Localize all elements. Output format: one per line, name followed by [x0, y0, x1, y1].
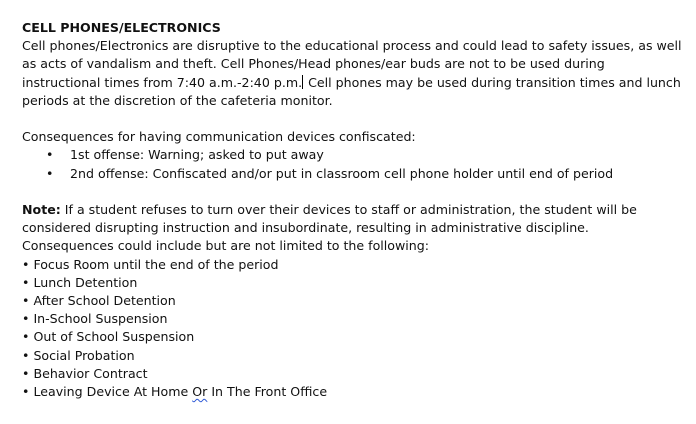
- document-body[interactable]: [22, 19, 682, 401]
- discipline-list-item: [22, 328, 672, 346]
- paragraph-text: instructional times from 7:40 a.m.-2:40 p.m.: [22, 74, 303, 90]
- discipline-list-item: [22, 383, 672, 401]
- discipline-list-item: [22, 310, 672, 328]
- note-text: If a student refuses to turn over their devices to staff or administration, the student will be: [60, 202, 637, 217]
- consequences-intro: Consequences for having communication devices confiscated:: [22, 129, 416, 145]
- paragraph-line: as acts of vandalism and theft. Cell Phones/Head phones/ear buds are not to be used during: [22, 56, 605, 72]
- discipline-list-item: [22, 365, 672, 383]
- note-line: considered disrupting instruction and insubordinate, resulting in administrative discipline.: [22, 220, 589, 236]
- discipline-list-item: [22, 347, 672, 365]
- grammar-flagged-word[interactable]: Or: [192, 384, 208, 400]
- discipline-list-item: [22, 292, 672, 310]
- discipline-text: In The Front Office: [207, 384, 328, 400]
- bullet-icon: •: [22, 384, 30, 400]
- section-title: CELL PHONES/ELECTRONICS: [22, 20, 221, 35]
- discipline-list-item: [22, 256, 672, 274]
- discipline-text: Social Probation: [33, 347, 135, 363]
- offense-text: 2nd offense: Confiscated and/or put in classroom cell phone holder until end of period: [70, 165, 614, 181]
- bullet-icon: •: [22, 365, 30, 381]
- bullet-icon: •: [22, 329, 30, 345]
- bullet-icon: •: [22, 311, 30, 327]
- bullet-icon: •: [22, 293, 30, 309]
- discipline-text: After School Detention: [33, 293, 176, 309]
- discipline-text: Out of School Suspension: [33, 329, 195, 345]
- paragraph-line-with-cursor: [22, 74, 681, 92]
- discipline-text: Lunch Detention: [33, 274, 138, 290]
- bullet-icon: •: [46, 147, 54, 163]
- paragraph-line: periods at the discretion of the cafeteria monitor.: [22, 92, 333, 108]
- discipline-text: Focus Room until the end of the period: [33, 256, 279, 272]
- paragraph-line: Cell phones/Electronics are disruptive to the educational process and could lead to safety issues, as well: [22, 38, 682, 54]
- bullet-icon: •: [22, 256, 30, 272]
- note-line: [22, 201, 672, 219]
- blank-line: [22, 110, 672, 128]
- discipline-text: Behavior Contract: [33, 365, 148, 381]
- offense-list-item: [22, 146, 672, 164]
- bullet-icon: •: [22, 274, 30, 290]
- text-cursor: [302, 75, 303, 89]
- bullet-icon: •: [22, 347, 30, 363]
- offense-text: 1st offense: Warning; asked to put away: [70, 147, 324, 163]
- bullet-icon: •: [46, 165, 54, 181]
- discipline-text: In-School Suspension: [33, 311, 168, 327]
- offense-list-item: [22, 165, 672, 183]
- blank-line: [22, 183, 672, 201]
- paragraph-text: Cell phones may be used during transition times and lunch: [304, 74, 681, 90]
- note-label: Note:: [22, 202, 61, 217]
- note-line: Consequences could include but are not limited to the following:: [22, 238, 430, 254]
- discipline-list-item: [22, 274, 672, 292]
- discipline-text: Leaving Device At Home: [33, 384, 193, 400]
